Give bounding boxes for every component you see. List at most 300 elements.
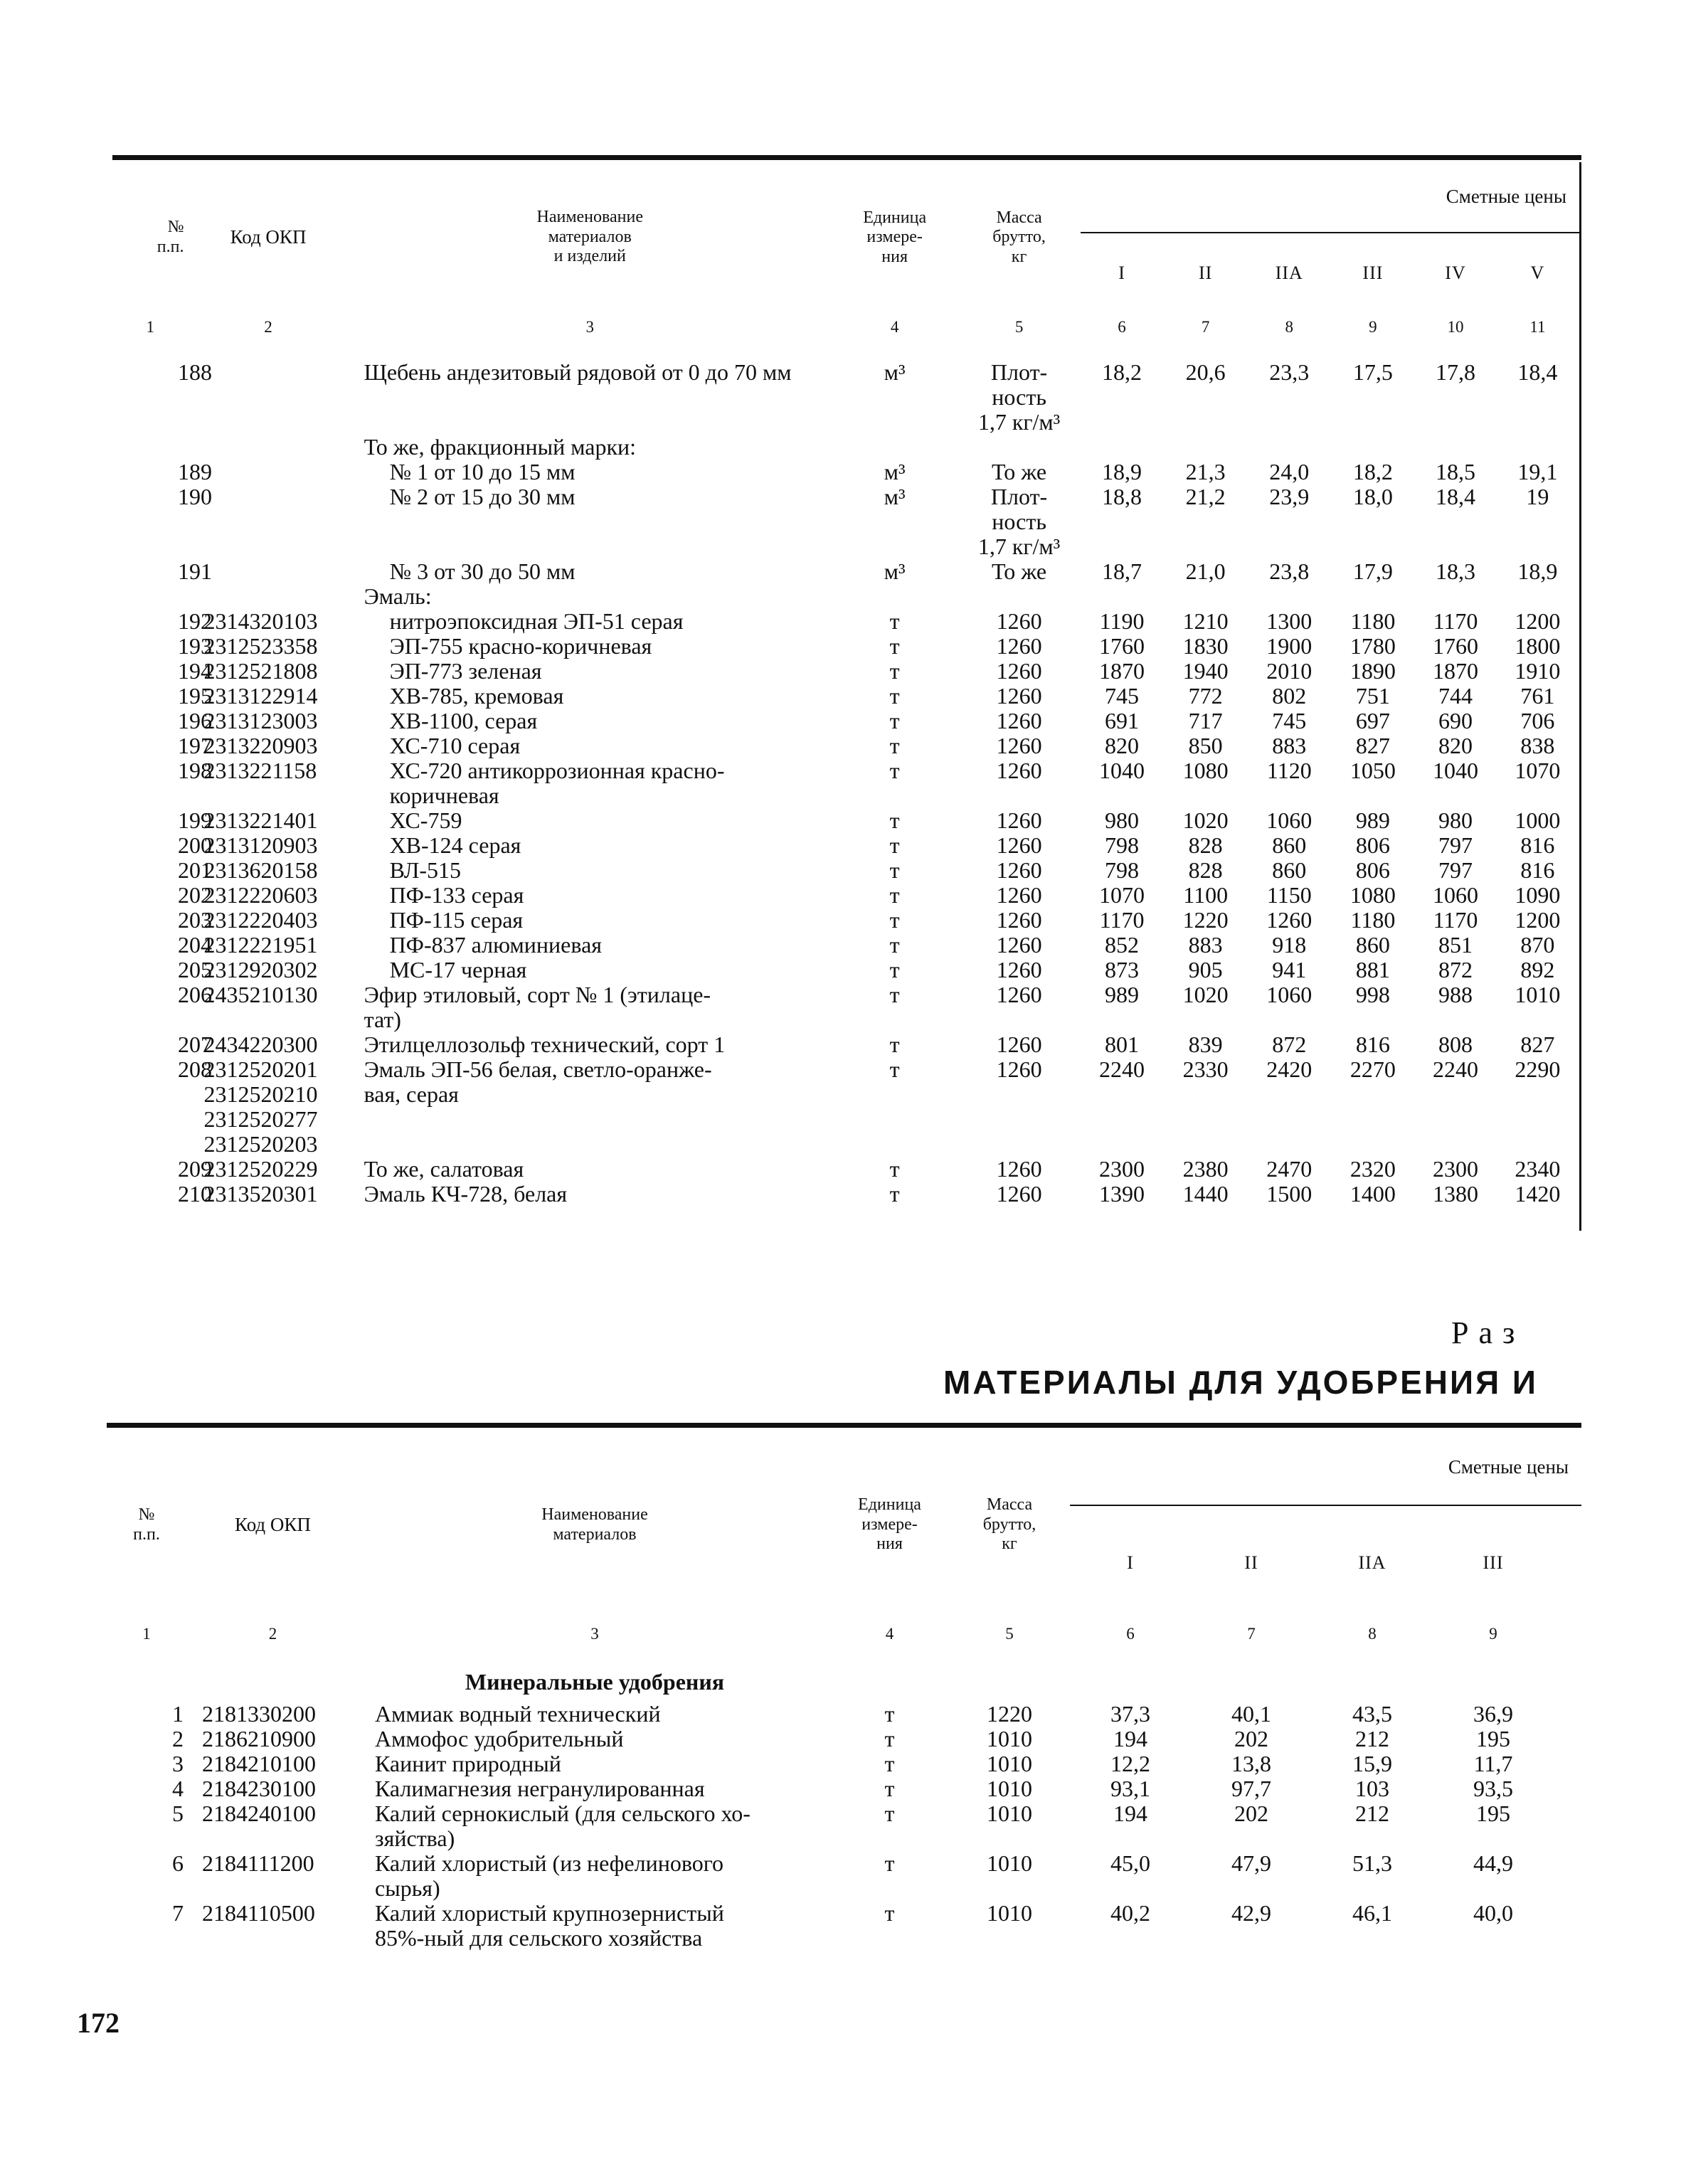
gross-mass xyxy=(958,709,1080,733)
price-zone-2: 202 xyxy=(1234,1801,1268,1826)
price-zone-2: 1220 xyxy=(1182,907,1229,933)
table-row xyxy=(112,1182,1581,1207)
price-zone-1: 980 xyxy=(1105,807,1140,833)
material-name-line: ХС-759 xyxy=(389,807,462,833)
okp-code xyxy=(188,684,348,709)
unit: т xyxy=(889,882,900,908)
unit: т xyxy=(884,1701,895,1727)
okp-code xyxy=(188,609,348,634)
table-row xyxy=(112,1032,1581,1057)
spacer-cell xyxy=(1331,341,1416,360)
filler-cell xyxy=(1554,1727,1581,1751)
column-number: 8 xyxy=(1285,318,1294,336)
price-zone-2: 1940 xyxy=(1182,658,1229,684)
price-zone-1: 18,2 xyxy=(1102,359,1142,385)
column-number: 1 xyxy=(146,318,154,336)
header-unit: Единица измере- ния xyxy=(858,1495,921,1554)
table-row xyxy=(112,659,1581,684)
price-zone-2: 1020 xyxy=(1182,807,1229,833)
price-zone-2: 13,8 xyxy=(1231,1751,1271,1776)
subheading-empty-cell xyxy=(1433,1670,1554,1702)
material-name-line: ЭП-773 зеленая xyxy=(389,658,542,684)
material-name-line: тат) xyxy=(364,1007,401,1032)
okp-code-line: 2313120903 xyxy=(203,832,318,858)
okp-code-line: 2435210130 xyxy=(203,982,318,1007)
material-name-line: Эмаль: xyxy=(364,583,432,609)
material-name xyxy=(359,1751,830,1776)
unit: т xyxy=(889,932,900,958)
price-zone-4: 816 xyxy=(1355,1032,1390,1057)
header-code: Код ОКП xyxy=(235,1513,311,1535)
price-zone-3: 23,9 xyxy=(1269,484,1310,509)
material-name xyxy=(349,1032,832,1057)
price-zone-2: 850 xyxy=(1188,733,1223,758)
material-name-line: ХС-720 антикоррозионная красно- xyxy=(389,758,725,783)
okp-code-line: 2184111200 xyxy=(202,1850,314,1876)
price-zone-2: 1830 xyxy=(1182,633,1229,659)
row-number: 202 xyxy=(178,882,212,908)
table-row xyxy=(112,709,1581,733)
okp-code xyxy=(186,1727,359,1751)
price-zone-6: 870 xyxy=(1496,933,1581,958)
table-row xyxy=(112,684,1581,709)
column-number: 9 xyxy=(1369,318,1377,336)
row-number: 200 xyxy=(178,832,212,858)
table-row xyxy=(107,1751,1581,1776)
gross-mass xyxy=(958,858,1080,883)
okp-code xyxy=(188,709,348,733)
header-zone-1: I xyxy=(1118,263,1125,284)
padding-cell xyxy=(1070,1951,1191,1975)
price-zone-5: 1060 xyxy=(1433,882,1478,908)
price-zone-3: 745 xyxy=(1272,708,1307,733)
okp-code-line: 2312521808 xyxy=(203,658,318,684)
spacer-cell xyxy=(832,341,958,360)
header-zone-5: IV xyxy=(1445,263,1466,284)
okp-code xyxy=(188,883,348,908)
price-zone-6 xyxy=(1496,584,1581,609)
material-name xyxy=(349,908,832,933)
filler-cell xyxy=(1554,1851,1581,1901)
gross-mass-line: 1260 xyxy=(996,708,1042,733)
gross-mass-line: 1,7 кг/м³ xyxy=(977,409,1061,435)
column-number: 2 xyxy=(268,1625,277,1643)
price-zone-4 xyxy=(1331,435,1416,460)
price-zone-5: 808 xyxy=(1438,1032,1473,1057)
price-zone-6: 1200 xyxy=(1496,908,1581,933)
material-name xyxy=(349,484,832,559)
price-zone-4: 1180 xyxy=(1350,608,1396,634)
spacer-cell xyxy=(349,341,832,360)
row-number: 193 xyxy=(178,633,212,659)
price-zone-2: 1210 xyxy=(1182,608,1229,634)
price-zone-3: 24,0 xyxy=(1269,459,1310,484)
okp-code-line: 2313123003 xyxy=(203,708,318,733)
price-zone-1: 12,2 xyxy=(1110,1751,1150,1776)
gross-mass xyxy=(949,1801,1070,1851)
okp-code xyxy=(188,435,348,460)
gross-mass-line: 1260 xyxy=(996,857,1042,883)
okp-code xyxy=(186,1776,359,1801)
price-zone-1 xyxy=(1081,584,1164,609)
material-name xyxy=(359,1776,830,1801)
okp-code-line: 2313221401 xyxy=(203,807,318,833)
spacer-cell xyxy=(830,1648,949,1670)
price-zone-4: 989 xyxy=(1355,807,1390,833)
spacer-cell xyxy=(958,341,1080,360)
price-zone-1: 1390 xyxy=(1099,1181,1145,1207)
price-zone-4: 998 xyxy=(1355,982,1390,1007)
row-number: 207 xyxy=(178,1032,212,1057)
table-row xyxy=(112,808,1581,833)
material-name-line: Эмаль КЧ-728, белая xyxy=(364,1181,568,1207)
material-name-line: ХВ-124 серая xyxy=(389,832,521,858)
gross-mass xyxy=(958,484,1080,559)
price-zone-3: 15,9 xyxy=(1352,1751,1392,1776)
price-zone-3: 2010 xyxy=(1266,658,1313,684)
price-zone-4: 881 xyxy=(1355,957,1390,982)
price-zone-6: 1200 xyxy=(1496,609,1581,634)
price-zone-3: 2470 xyxy=(1266,1156,1313,1182)
price-zone-2: 1020 xyxy=(1182,982,1229,1007)
table-row xyxy=(112,584,1581,609)
material-name xyxy=(349,559,832,584)
gross-mass xyxy=(958,659,1080,684)
okp-code xyxy=(188,908,348,933)
price-zone-5: 1170 xyxy=(1433,907,1478,933)
unit: т xyxy=(884,1776,895,1801)
padding-cell xyxy=(107,1951,186,1975)
material-name xyxy=(349,833,832,858)
gross-mass-line: 1260 xyxy=(996,1181,1042,1207)
table-row xyxy=(107,1776,1581,1801)
row-number: 4 xyxy=(172,1776,184,1801)
unit: т xyxy=(889,1156,900,1182)
price-zone-4: 1180 xyxy=(1350,907,1396,933)
column-number: 5 xyxy=(1014,318,1024,336)
price-zone-4 xyxy=(1331,584,1416,609)
table-row xyxy=(107,1851,1581,1901)
price-zone-3: 872 xyxy=(1272,1032,1307,1057)
price-zone-5: 18,3 xyxy=(1436,558,1475,584)
price-zone-3: 1120 xyxy=(1266,758,1312,783)
unit: м³ xyxy=(884,558,906,584)
price-zone-1: 798 xyxy=(1105,857,1140,883)
okp-code xyxy=(188,559,348,584)
price-zone-3: 802 xyxy=(1272,683,1307,709)
header-mass: Масса брутто, кг xyxy=(992,208,1046,266)
unit: т xyxy=(889,832,900,858)
price-zone-3: 1260 xyxy=(1266,907,1313,933)
okp-code-line: 2313220903 xyxy=(203,733,318,758)
header-code: Код ОКП xyxy=(230,226,307,248)
material-name-line: Аммофос удобрительный xyxy=(375,1726,624,1751)
price-zone-6: 827 xyxy=(1496,1032,1581,1057)
okp-code xyxy=(188,758,348,808)
price-zone-2: 1080 xyxy=(1182,758,1229,783)
material-name xyxy=(349,733,832,758)
price-zone-1: 2240 xyxy=(1099,1056,1145,1082)
price-zone-2: 828 xyxy=(1188,832,1223,858)
row-number: 196 xyxy=(178,708,212,733)
subheading-empty-cell xyxy=(1070,1670,1191,1702)
price-zone-2: 2380 xyxy=(1182,1156,1229,1182)
gross-mass xyxy=(958,360,1080,435)
okp-code xyxy=(186,1901,359,1951)
price-zone-4: 1080 xyxy=(1349,882,1396,908)
subheading: Минеральные удобрения xyxy=(465,1669,725,1695)
okp-code-line: 2312520277 xyxy=(203,1106,318,1132)
material-name-line: вая, серая xyxy=(364,1081,459,1107)
header-zone-3: IIA xyxy=(1275,263,1303,284)
gross-mass xyxy=(958,833,1080,858)
gross-mass xyxy=(949,1776,1070,1801)
material-name-line: ПФ-133 серая xyxy=(389,882,524,908)
okp-code-line: 2312523358 xyxy=(203,633,318,659)
price-zone-3: 43,5 xyxy=(1352,1701,1392,1727)
price-zone-3: 103 xyxy=(1355,1776,1389,1801)
gross-mass-line: 1010 xyxy=(987,1900,1032,1926)
price-zone-6: 19 xyxy=(1496,484,1581,559)
price-zone-6: 892 xyxy=(1496,958,1581,982)
padding-cell xyxy=(1248,1207,1331,1231)
unit: т xyxy=(889,758,900,783)
gross-mass xyxy=(958,808,1080,833)
price-zone-1: 18,7 xyxy=(1102,558,1142,584)
row-number: 208 xyxy=(178,1056,212,1082)
price-zone-2: 717 xyxy=(1188,708,1223,733)
price-zone-2: 40,1 xyxy=(1231,1701,1271,1727)
table-row xyxy=(112,634,1581,659)
row-number: 1 xyxy=(172,1701,184,1727)
material-name xyxy=(349,435,832,460)
unit: т xyxy=(889,1181,900,1207)
unit: м³ xyxy=(884,459,906,484)
material-name xyxy=(349,982,832,1032)
okp-code xyxy=(188,460,348,484)
row-number: 7 xyxy=(172,1900,184,1926)
price-zone-1: 194 xyxy=(1113,1801,1147,1826)
subheading-empty-cell xyxy=(949,1670,1070,1702)
material-name xyxy=(349,958,832,982)
price-zone-4: 17,5 xyxy=(1352,359,1393,385)
price-zone-2: 21,2 xyxy=(1185,484,1226,509)
row-number: 189 xyxy=(178,459,212,484)
padding-cell xyxy=(186,1951,359,1975)
material-name-line: 85%-ный для сельского хозяйства xyxy=(375,1925,703,1951)
padding-cell xyxy=(1496,1207,1581,1231)
table-row xyxy=(112,858,1581,883)
padding-cell xyxy=(349,1207,832,1231)
price-zone-3: 860 xyxy=(1272,832,1307,858)
material-name xyxy=(349,609,832,634)
price-zone-5: 18,5 xyxy=(1436,459,1475,484)
spacer-cell xyxy=(186,1648,359,1670)
padding-cell xyxy=(830,1951,949,1975)
column-number: 3 xyxy=(590,1625,599,1643)
price-zone-4: 806 xyxy=(1355,857,1390,883)
price-zone-1: 93,1 xyxy=(1110,1776,1150,1801)
column-number-filler xyxy=(1554,1620,1581,1648)
price-zone-4: 1780 xyxy=(1349,633,1396,659)
price-zone-6: 1800 xyxy=(1496,634,1581,659)
subheading-empty-cell xyxy=(830,1670,949,1702)
material-name-line: ЭП-755 красно-коричневая xyxy=(389,633,652,659)
material-name-line: коричневая xyxy=(389,783,499,808)
material-name-line: То же, салатовая xyxy=(364,1156,524,1182)
price-zone-4: 2270 xyxy=(1349,1056,1396,1082)
unit: т xyxy=(889,733,900,758)
row-number: 5 xyxy=(172,1801,184,1826)
price-zone-4: 1050 xyxy=(1349,758,1396,783)
filler-cell xyxy=(1554,1751,1581,1776)
row-number: 205 xyxy=(178,957,212,982)
material-name xyxy=(359,1851,830,1901)
spacer-row xyxy=(112,341,1581,360)
row-number: 188 xyxy=(178,359,212,385)
gross-mass-line: 1260 xyxy=(996,1156,1042,1182)
price-zone-1: 18,9 xyxy=(1102,459,1142,484)
spacer-cell xyxy=(1433,1648,1554,1670)
price-zone-5: 1170 xyxy=(1433,608,1478,634)
table-row xyxy=(112,360,1581,435)
price-zone-5: 988 xyxy=(1438,982,1473,1007)
padding-cell xyxy=(1554,1951,1581,1975)
gross-mass xyxy=(958,1157,1080,1182)
header-zone-4: III xyxy=(1362,263,1384,284)
header-zone-filler xyxy=(1554,1505,1581,1620)
price-zone-2: 202 xyxy=(1234,1726,1268,1751)
price-zone-3: 1150 xyxy=(1266,882,1312,908)
unit: т xyxy=(889,957,900,982)
unit: т xyxy=(889,907,900,933)
page-number: 172 xyxy=(77,2007,120,2039)
column-number: 2 xyxy=(264,318,272,336)
material-name xyxy=(349,659,832,684)
material-name-line: сырья) xyxy=(375,1875,440,1901)
price-zone-4: 1400 xyxy=(1349,1181,1396,1207)
price-zone-1: 194 xyxy=(1113,1726,1147,1751)
price-zone-3: 1060 xyxy=(1266,982,1313,1007)
unit: т xyxy=(884,1801,895,1826)
table-row xyxy=(112,933,1581,958)
gross-mass-line: Плот- xyxy=(990,484,1048,509)
price-zone-4: 195 xyxy=(1476,1801,1510,1826)
unit: т xyxy=(889,708,900,733)
price-zone-2: 42,9 xyxy=(1231,1900,1271,1926)
header-zone-4: III xyxy=(1483,1552,1504,1574)
price-zone-4: 18,0 xyxy=(1352,484,1393,509)
gross-mass xyxy=(958,609,1080,634)
material-name xyxy=(349,584,832,609)
padding-cell xyxy=(359,1951,830,1975)
price-zone-5: 18,4 xyxy=(1436,484,1475,509)
material-name xyxy=(349,1157,832,1182)
price-zone-2: 21,3 xyxy=(1185,459,1226,484)
price-zone-5 xyxy=(1415,435,1496,460)
gross-mass-line: 1010 xyxy=(987,1776,1032,1801)
material-name xyxy=(349,808,832,833)
price-zone-4: 860 xyxy=(1355,932,1390,958)
okp-code-line: 2184230100 xyxy=(202,1776,316,1801)
gross-mass xyxy=(949,1751,1070,1776)
material-name-line: ХВ-785, кремовая xyxy=(389,683,564,709)
header-prices-group: Сметные цены xyxy=(1070,1430,1581,1505)
gross-mass-line: 1260 xyxy=(996,1032,1042,1057)
column-number: 4 xyxy=(885,1625,894,1643)
spacer-cell xyxy=(1070,1648,1191,1670)
price-zone-3: 941 xyxy=(1272,957,1307,982)
price-zone-5: 1380 xyxy=(1433,1181,1478,1207)
spacer-cell xyxy=(1081,341,1164,360)
gross-mass xyxy=(958,958,1080,982)
okp-code-line: 2181330200 xyxy=(202,1701,316,1727)
okp-code-line: 2312221951 xyxy=(203,932,318,958)
price-zone-1: 45,0 xyxy=(1110,1850,1150,1876)
gross-mass xyxy=(958,435,1080,460)
price-zone-2: 20,6 xyxy=(1185,359,1226,385)
gross-mass xyxy=(958,584,1080,609)
price-zone-6: 838 xyxy=(1496,733,1581,758)
price-zone-6 xyxy=(1496,435,1581,460)
column-number: 7 xyxy=(1201,318,1210,336)
price-zone-5: 820 xyxy=(1438,733,1473,758)
material-name-line: № 2 от 15 до 30 мм xyxy=(389,484,576,509)
okp-code xyxy=(188,982,348,1032)
table-row xyxy=(107,1727,1581,1751)
spacer-cell xyxy=(359,1648,830,1670)
column-number: 8 xyxy=(1368,1625,1377,1643)
padding-cell xyxy=(1331,1207,1416,1231)
okp-code-line: 2184240100 xyxy=(202,1801,316,1826)
price-zone-3: 23,3 xyxy=(1269,359,1310,385)
unit xyxy=(832,435,958,460)
table-row xyxy=(112,908,1581,933)
price-zone-5: 797 xyxy=(1438,857,1473,883)
price-zone-5: 690 xyxy=(1438,708,1473,733)
padding-cell xyxy=(188,1207,348,1231)
gross-mass-line: 1220 xyxy=(987,1701,1032,1727)
price-zone-6: 761 xyxy=(1496,684,1581,709)
okp-code xyxy=(188,1182,348,1207)
unit: т xyxy=(889,658,900,684)
unit: т xyxy=(889,1056,900,1082)
price-zone-1: 691 xyxy=(1105,708,1140,733)
price-zone-2: 905 xyxy=(1188,957,1223,982)
material-name xyxy=(349,1182,832,1207)
material-name-line: зяйства) xyxy=(375,1825,455,1851)
padding-cell xyxy=(1433,1951,1554,1975)
okp-code xyxy=(188,659,348,684)
gross-mass-line: 1010 xyxy=(987,1801,1032,1826)
okp-code-line: 2184210100 xyxy=(202,1751,316,1776)
filler-cell xyxy=(1554,1801,1581,1851)
material-name-line: ХС-710 серая xyxy=(389,733,521,758)
spacer-cell xyxy=(112,341,188,360)
gross-mass xyxy=(958,460,1080,484)
gross-mass xyxy=(958,733,1080,758)
price-zone-3: 23,8 xyxy=(1269,558,1310,584)
spacer-cell xyxy=(1496,341,1581,360)
row-number: 191 xyxy=(178,558,212,584)
price-zone-6: 816 xyxy=(1496,833,1581,858)
row-number xyxy=(112,435,188,460)
price-zone-5: 1760 xyxy=(1433,633,1478,659)
price-zone-2 xyxy=(1163,435,1248,460)
row-number: 190 xyxy=(178,484,212,509)
material-name-line: Каинит природный xyxy=(375,1751,561,1776)
row-number: 203 xyxy=(178,907,212,933)
